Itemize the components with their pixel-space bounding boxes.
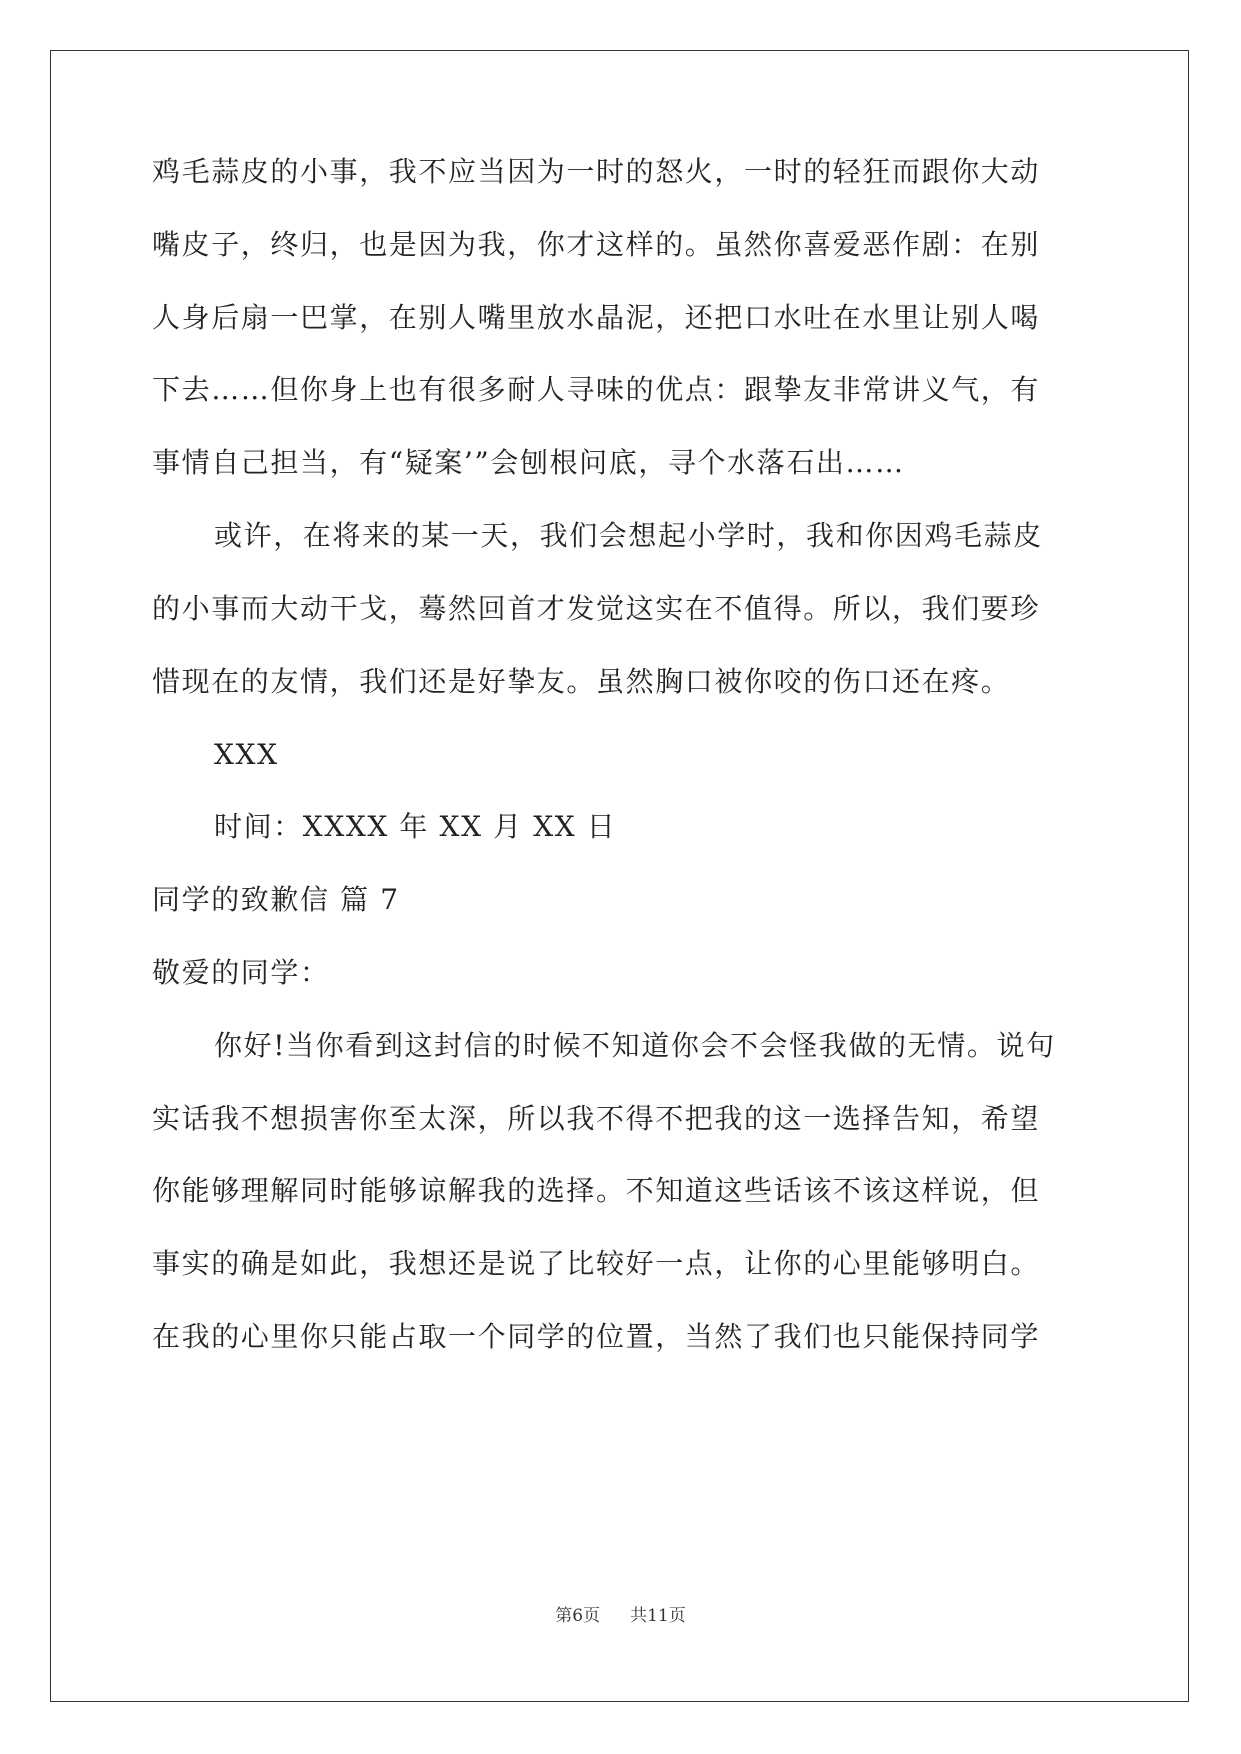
paragraph-line: 你能够理解同时能够谅解我的选择。不知道这些话该不该这样说，但 (152, 1174, 1041, 1207)
page-total: 共11页 (630, 1606, 686, 1626)
paragraph-line: 实话我不想损害你至太深，所以我不得不把我的这一选择告知，希望 (152, 1102, 1041, 1135)
paragraph-line: 的小事而大动干戈，蓦然回首才发觉这实在不值得。所以，我们要珍 (152, 592, 1041, 625)
paragraph-line: 人身后扇一巴掌，在别人嘴里放水晶泥，还把口水吐在水里让别人喝 (152, 301, 1041, 334)
paragraph-line: 在我的心里你只能占取一个同学的位置，当然了我们也只能保持同学 (152, 1320, 1041, 1353)
paragraph-line: 惜现在的友情，我们还是好挚友。虽然胸口被你咬的伤口还在疼。 (152, 665, 1011, 698)
section-title: 同学的致歉信 篇 7 (152, 883, 400, 916)
paragraph-line: 事情自己担当，有“疑案’”会刨根问底，寻个水落石出…… (152, 446, 905, 479)
salutation: 敬爱的同学： (152, 956, 330, 989)
paragraph-line: 嘴皮子，终归，也是因为我，你才这样的。虽然你喜爱恶作剧：在别 (152, 228, 1041, 261)
page-number: 第6页 (555, 1606, 601, 1626)
paragraph-line: 你好!当你看到这封信的时候不知道你会不会怪我做的无情。说句 (214, 1029, 1056, 1062)
paragraph-line: 下去……但你身上也有很多耐人寻味的优点：跟挚友非常讲义气，有 (152, 373, 1041, 406)
paragraph-line: 事实的确是如此，我想还是说了比较好一点，让你的心里能够明白。 (152, 1247, 1041, 1280)
paragraph-line: 或许，在将来的某一天，我们会想起小学时，我和你因鸡毛蒜皮 (214, 519, 1043, 552)
signature: XXX (214, 738, 279, 771)
page-footer (0, 1604, 1241, 1628)
paragraph-line: 鸡毛蒜皮的小事，我不应当因为一时的怒火，一时的轻狂而跟你大动 (152, 155, 1041, 188)
date-line: 时间：XXXX 年 XX 月 XX 日 (214, 810, 617, 843)
